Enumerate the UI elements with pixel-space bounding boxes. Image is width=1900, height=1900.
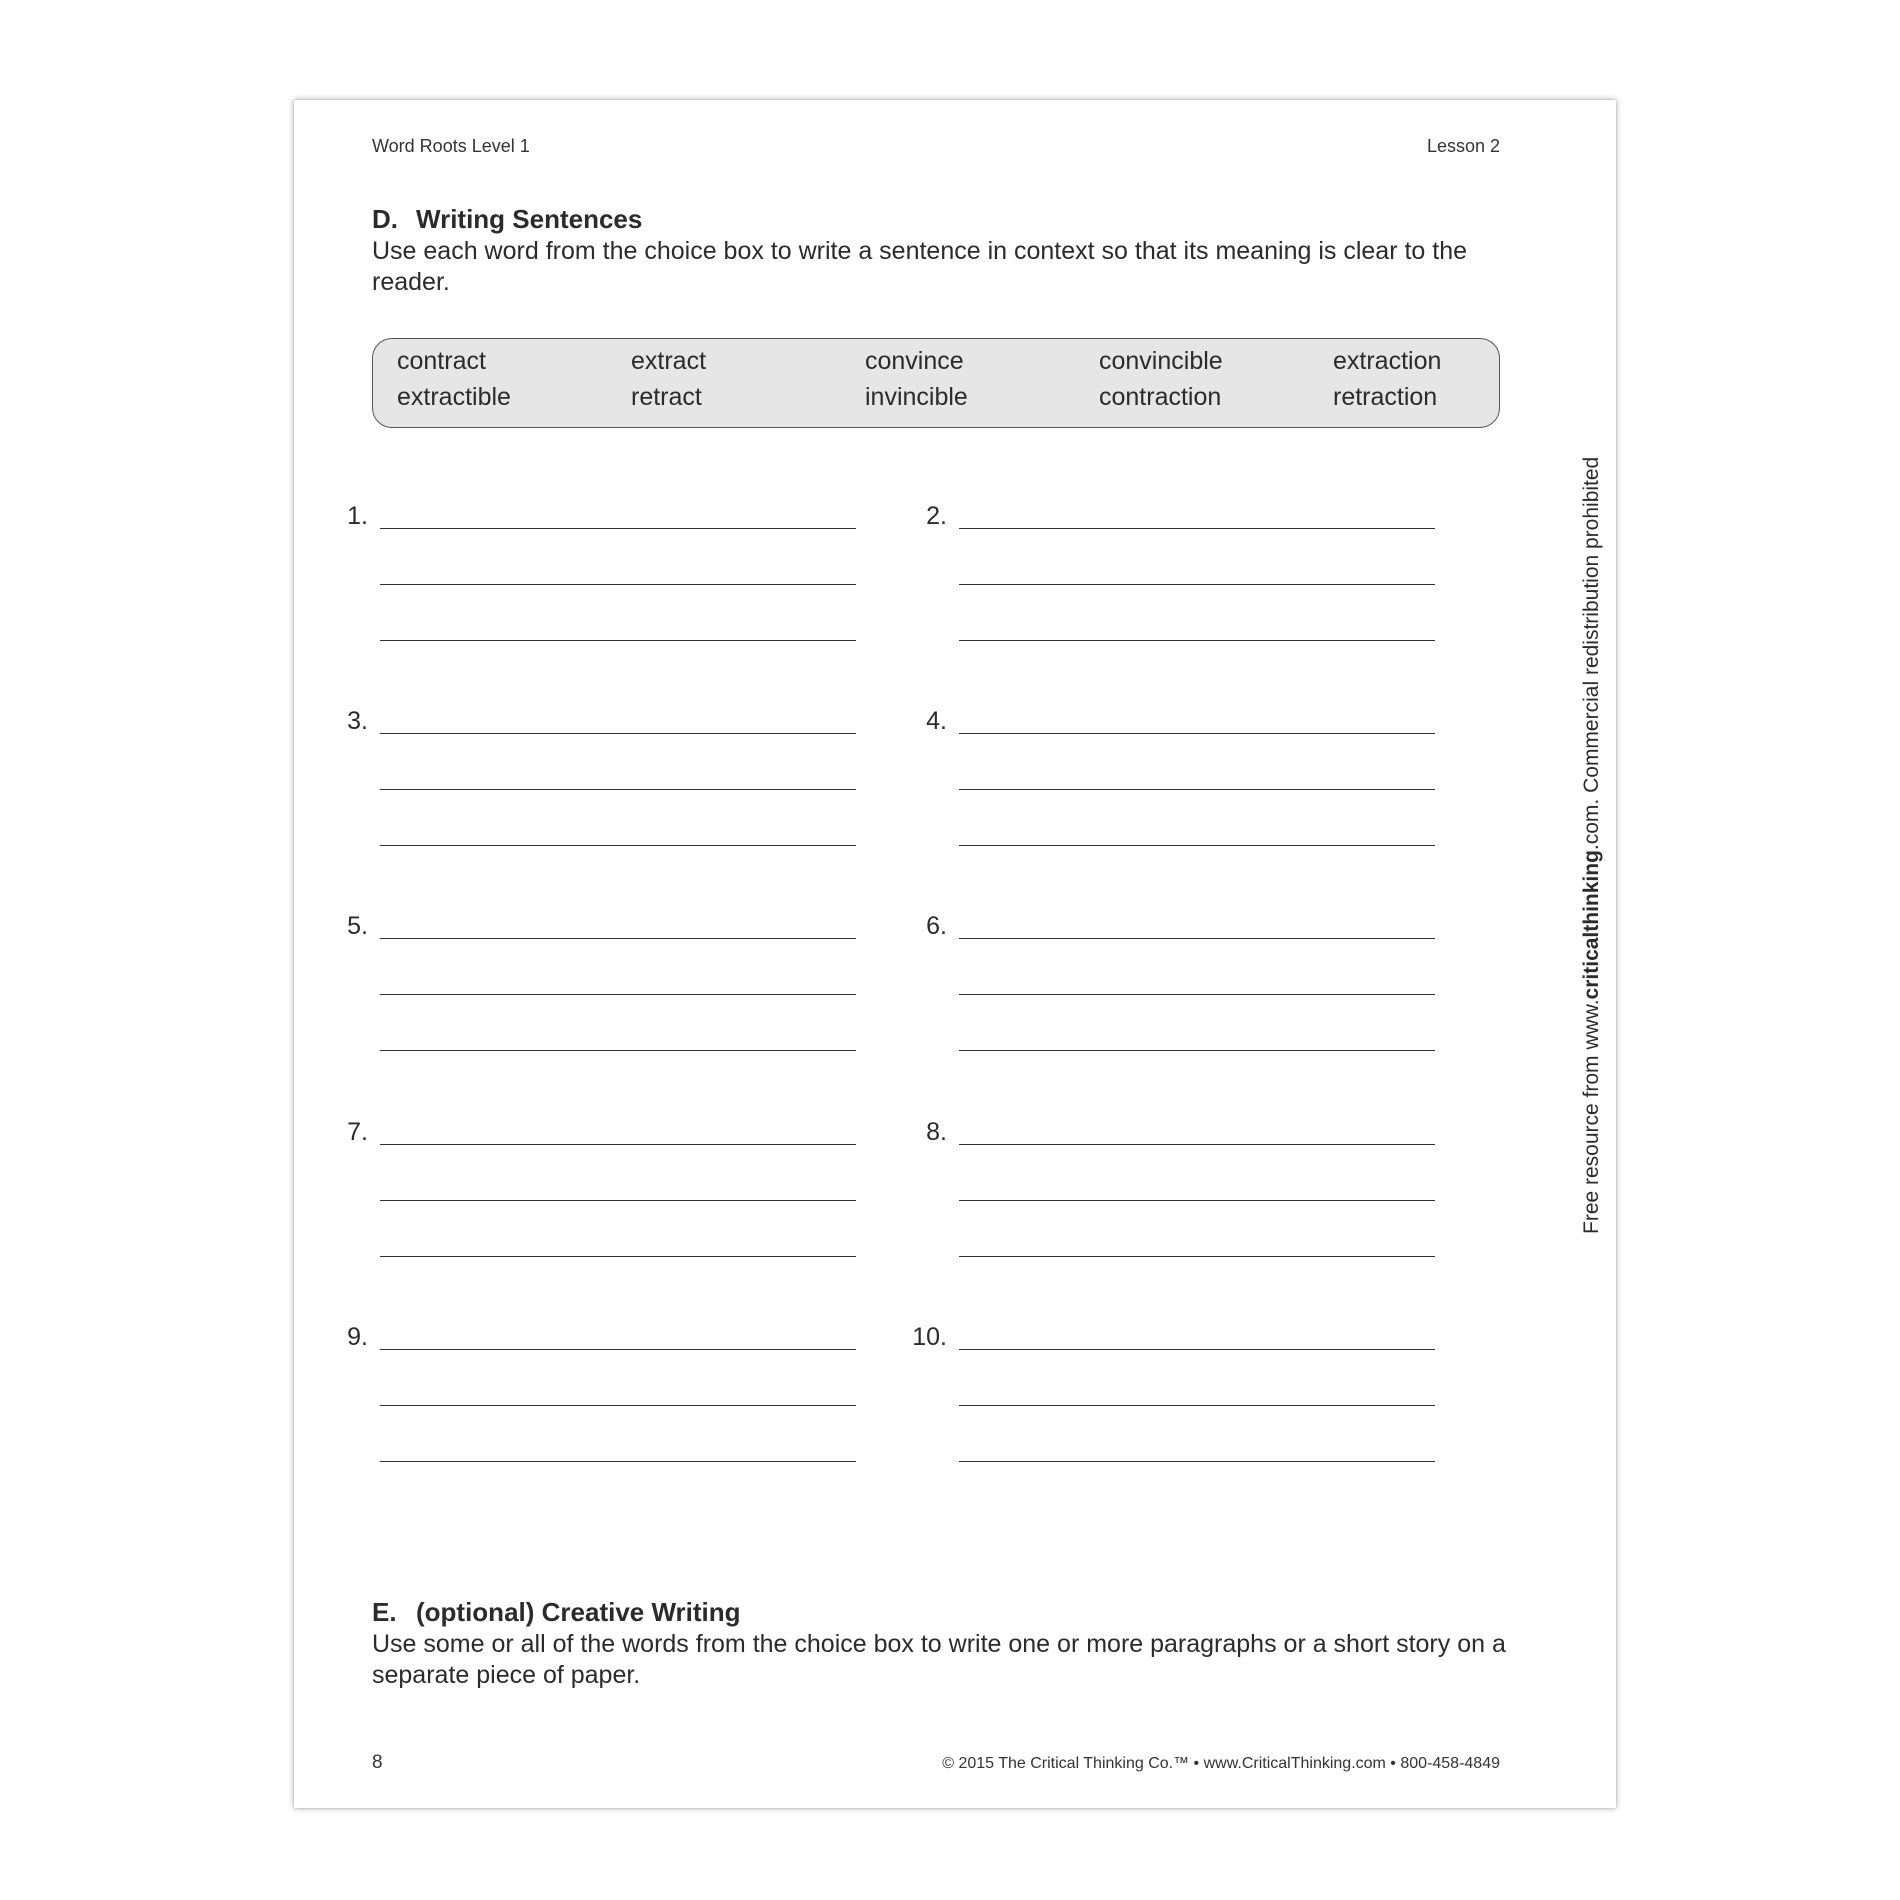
answer-line[interactable] [959, 1050, 1435, 1051]
answer-line[interactable] [959, 845, 1435, 846]
question-number: 9. [347, 1323, 368, 1351]
answer-line[interactable] [959, 640, 1435, 641]
answer-line[interactable] [959, 1144, 1435, 1145]
section-e-title: (optional) Creative Writing [416, 1597, 741, 1627]
answer-line[interactable] [380, 528, 856, 529]
choice-box [372, 338, 1500, 428]
question-number: 2. [926, 502, 947, 530]
answer-line[interactable] [380, 733, 856, 734]
answer-line[interactable] [959, 733, 1435, 734]
choice-word: retraction [1333, 383, 1438, 411]
answer-line[interactable] [959, 1405, 1435, 1406]
answer-line[interactable] [959, 528, 1435, 529]
section-e-letter: E. [372, 1597, 397, 1627]
answer-line[interactable] [959, 1461, 1435, 1462]
notice-prefix: Free resource from www. [1580, 999, 1603, 1234]
choice-word: contract [397, 347, 486, 375]
choice-word: convince [865, 347, 964, 375]
question-2 [897, 502, 1417, 682]
question-10 [897, 1323, 1417, 1503]
answer-line[interactable] [959, 1349, 1435, 1350]
notice-site-link[interactable]: criticalthinking [1580, 850, 1603, 1000]
worksheet-page [294, 100, 1616, 1808]
choice-word: extract [631, 347, 707, 375]
question-4 [897, 707, 1417, 887]
answer-line[interactable] [380, 584, 856, 585]
question-number: 10. [912, 1323, 947, 1351]
answer-line[interactable] [380, 938, 856, 939]
answer-line[interactable] [380, 789, 856, 790]
copyright-footer: © 2015 The Critical Thinking Co.™ • www.CriticalThinking.com • 800-458-4849 [942, 1755, 1500, 1772]
answer-line[interactable] [959, 994, 1435, 995]
answer-line[interactable] [959, 789, 1435, 790]
question-number: 5. [347, 912, 368, 940]
choice-word: invincible [865, 383, 968, 411]
answer-line[interactable] [380, 1050, 856, 1051]
question-number: 6. [926, 912, 947, 940]
section-e-instruction: Use some or all of the words from the choice box to write one or more paragraphs or a short story on a separate piece of paper. [372, 1630, 1506, 1689]
answer-line[interactable] [380, 640, 856, 641]
answer-line[interactable] [959, 1256, 1435, 1257]
question-number: 3. [347, 707, 368, 735]
choice-word: extraction [1333, 347, 1442, 375]
choice-row-2 [397, 383, 1497, 419]
header-lesson: Lesson 2 [1426, 136, 1500, 156]
section-d-title: Writing Sentences [416, 204, 643, 234]
notice-suffix: .com. Commercial redistribution prohibited [1580, 456, 1603, 851]
question-9 [318, 1323, 838, 1503]
section-d-heading [372, 204, 642, 235]
question-3 [318, 707, 838, 887]
header-book-title: Word Roots Level 1 [372, 136, 530, 156]
answer-line[interactable] [380, 1461, 856, 1462]
question-1 [318, 502, 838, 682]
question-number: 7. [347, 1118, 368, 1146]
question-number: 4. [926, 707, 947, 735]
redistribution-notice [1580, 457, 1604, 1234]
question-number: 1. [347, 502, 368, 530]
section-e-heading [372, 1597, 741, 1628]
answer-line[interactable] [959, 584, 1435, 585]
answer-line[interactable] [959, 938, 1435, 939]
answer-line[interactable] [959, 1200, 1435, 1201]
choice-row-1 [397, 347, 1497, 383]
question-number: 8. [926, 1118, 947, 1146]
answer-line[interactable] [380, 994, 856, 995]
answer-line[interactable] [380, 1256, 856, 1257]
choice-word: retract [631, 383, 702, 411]
question-6 [897, 912, 1417, 1092]
answer-line[interactable] [380, 1200, 856, 1201]
question-8 [897, 1118, 1417, 1298]
question-7 [318, 1118, 838, 1298]
choice-word: extractible [397, 383, 511, 411]
choice-word: contraction [1099, 383, 1222, 411]
answer-line[interactable] [380, 845, 856, 846]
section-d-letter: D. [372, 204, 398, 234]
section-d-instruction: Use each word from the choice box to write a sentence in context so that its meaning is clear to the reader. [372, 237, 1468, 296]
choice-word: convincible [1099, 347, 1223, 375]
answer-line[interactable] [380, 1144, 856, 1145]
answer-line[interactable] [380, 1405, 856, 1406]
question-5 [318, 912, 838, 1092]
page-number: 8 [372, 1752, 383, 1773]
answer-line[interactable] [380, 1349, 856, 1350]
